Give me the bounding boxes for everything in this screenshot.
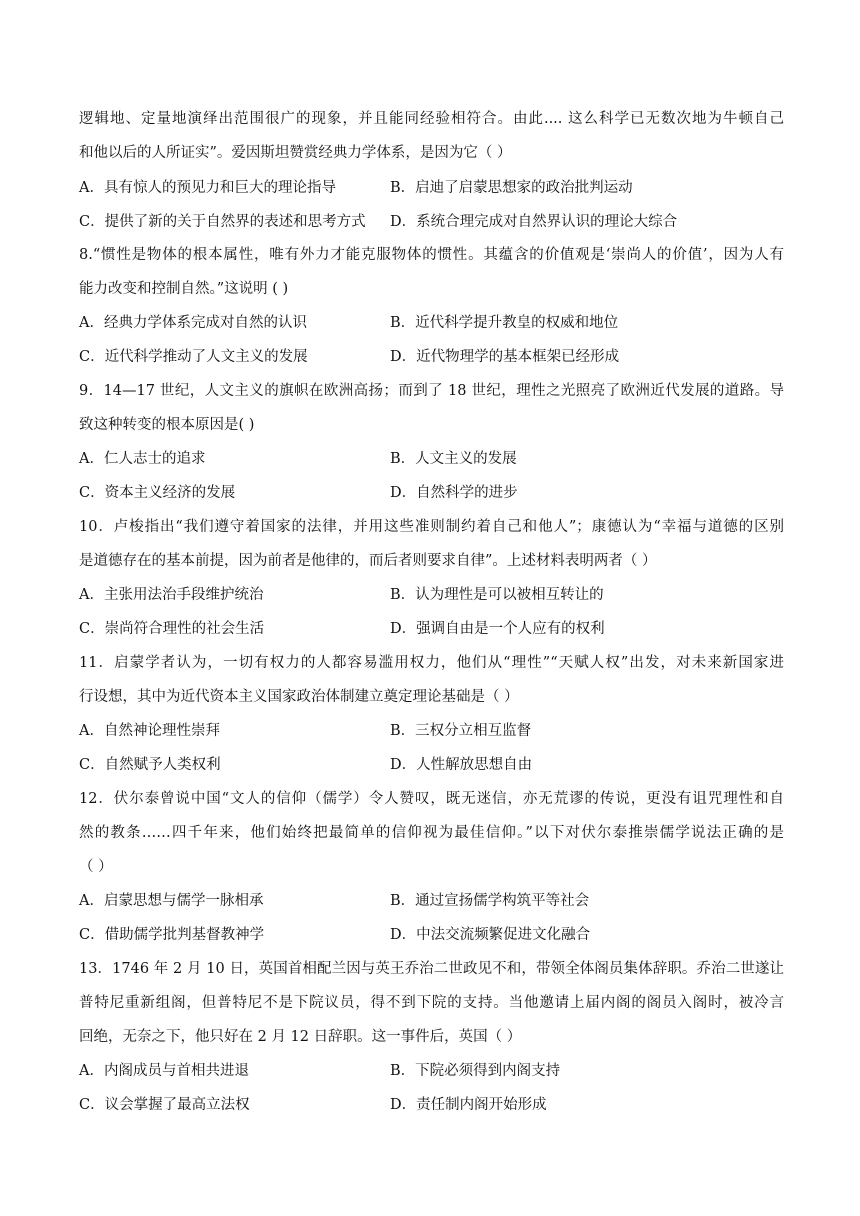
q13-stem-line-1: 13．1746 年 2 月 10 日，英国首相配兰因与英王乔治二世政见不和，带领全体阁员集体辞职。乔治二世遂让 xyxy=(79,961,784,977)
q10-option-c: C．崇尚符合理性的社会生活 xyxy=(79,621,265,637)
q11-option-c: C．自然赋予人类权利 xyxy=(79,757,221,773)
q7-option-d: D．系统合理完成对自然界认识的理论大综合 xyxy=(390,214,678,230)
q12-stem-line-3: （ ） xyxy=(79,859,113,875)
q11-option-d: D．人性解放思想自由 xyxy=(390,757,533,773)
q7-stem-line-1: 逻辑地、定量地演绎出范围很广的现象，并且能同经验相符合。由此.... 这么科学已无数次地为牛顿自己 xyxy=(79,111,784,127)
q8-option-c: C．近代科学推动了人文主义的发展 xyxy=(79,349,308,365)
q10-option-d: D．强调自由是一个人应有的权利 xyxy=(390,621,605,637)
q11-option-a: A．自然神论理性崇拜 xyxy=(79,723,220,739)
q9-stem-line-2: 致这种转变的根本原因是( ) xyxy=(79,417,255,433)
q11-option-b: B．三权分立相互监督 xyxy=(390,723,532,739)
q12-option-b: B．通过宣扬儒学构筑平等社会 xyxy=(390,893,590,909)
q12-option-d: D．中法交流频繁促进文化融合 xyxy=(390,927,591,943)
q13-option-b: B．下院必须得到内阁支持 xyxy=(390,1063,561,1079)
q9-option-d: D．自然科学的进步 xyxy=(390,485,518,501)
q9-option-b: B．人文主义的发展 xyxy=(390,451,517,467)
q7-option-a: A．具有惊人的预见力和巨大的理论指导 xyxy=(79,180,336,196)
q13-option-a: A．内阁成员与首相共进退 xyxy=(79,1063,249,1079)
q9-option-c: C．资本主义经济的发展 xyxy=(79,485,236,501)
q10-stem-line-1: 10．卢梭指出“我们遵守着国家的法律，并用这些准则制约着自己和他人”；康德认为“幸福与道德的区别 xyxy=(79,519,784,535)
q8-option-b: B．近代科学提升教皇的权威和地位 xyxy=(390,315,619,331)
q8-stem-line-2: 能力改变和控制自然。”这说明 ( ) xyxy=(79,281,289,297)
q7-option-c: C．提供了新的关于自然界的表述和思考方式 xyxy=(79,214,366,230)
q8-stem-line-1: 8.“惯性是物体的根本属性，唯有外力才能克服物体的惯性。其蕴含的价值观是‘崇尚人的价值’，因为人有 xyxy=(79,247,784,263)
q11-stem-line-2: 行设想，其中为近代资本主义国家政治体制建立奠定理论基础是（ ） xyxy=(79,689,519,705)
q10-option-a: A．主张用法治手段维护统治 xyxy=(79,587,264,603)
q12-stem-line-1: 12．伏尔泰曾说中国“文人的信仰（儒学）令人赞叹，既无迷信，亦无荒谬的传说，更没有诅咒理性和自 xyxy=(79,791,784,807)
q7-option-b: B．启迪了启蒙思想家的政治批判运动 xyxy=(390,180,633,196)
q13-stem-line-3: 回绝，无奈之下，他只好在 2 月 12 日辞职。这一事件后，英国（ ） xyxy=(79,1029,522,1045)
q11-stem-line-1: 11．启蒙学者认为，一切有权力的人都容易滥用权力，他们从“理性”“天赋人权”出发，对未来新国家进 xyxy=(79,655,784,671)
q8-option-a: A．经典力学体系完成对自然的认识 xyxy=(79,315,307,331)
q8-option-d: D．近代物理学的基本框架已经形成 xyxy=(390,349,620,365)
q10-stem-line-2: 是道德存在的基本前提，因为前者是他律的，而后者则要求自律”。上述材料表明两者（ ） xyxy=(79,553,657,569)
q12-option-a: A．启蒙思想与儒学一脉相承 xyxy=(79,893,264,909)
q9-stem-line-1: 9．14—17 世纪，人文主义的旗帜在欧洲高扬；而到了 18 世纪，理性之光照亮了欧洲近代发展的道路。导 xyxy=(79,383,784,399)
q9-option-a: A．仁人志士的追求 xyxy=(79,451,206,467)
q13-stem-line-2: 普特尼重新组阁，但普特尼不是下院议员，得不到下院的支持。当他邀请上届内阁的阁员入阁时，被冷言 xyxy=(79,995,784,1011)
q12-option-c: C．借助儒学批判基督教神学 xyxy=(79,927,265,943)
q7-stem-line-2: 和他以后的人所证实”。爱因斯坦赞赏经典力学体系，是因为它（ ） xyxy=(79,145,512,161)
q13-option-d: D．责任制内阁开始形成 xyxy=(390,1097,547,1113)
q12-stem-line-2: 然的教条……四千年来，他们始终把最简单的信仰视为最佳信仰。”以下对伏尔泰推崇儒学说法正确的是 xyxy=(79,825,784,841)
q13-option-c: C．议会掌握了最高立法权 xyxy=(79,1097,250,1113)
q10-option-b: B．认为理性是可以被相互转让的 xyxy=(390,587,604,603)
